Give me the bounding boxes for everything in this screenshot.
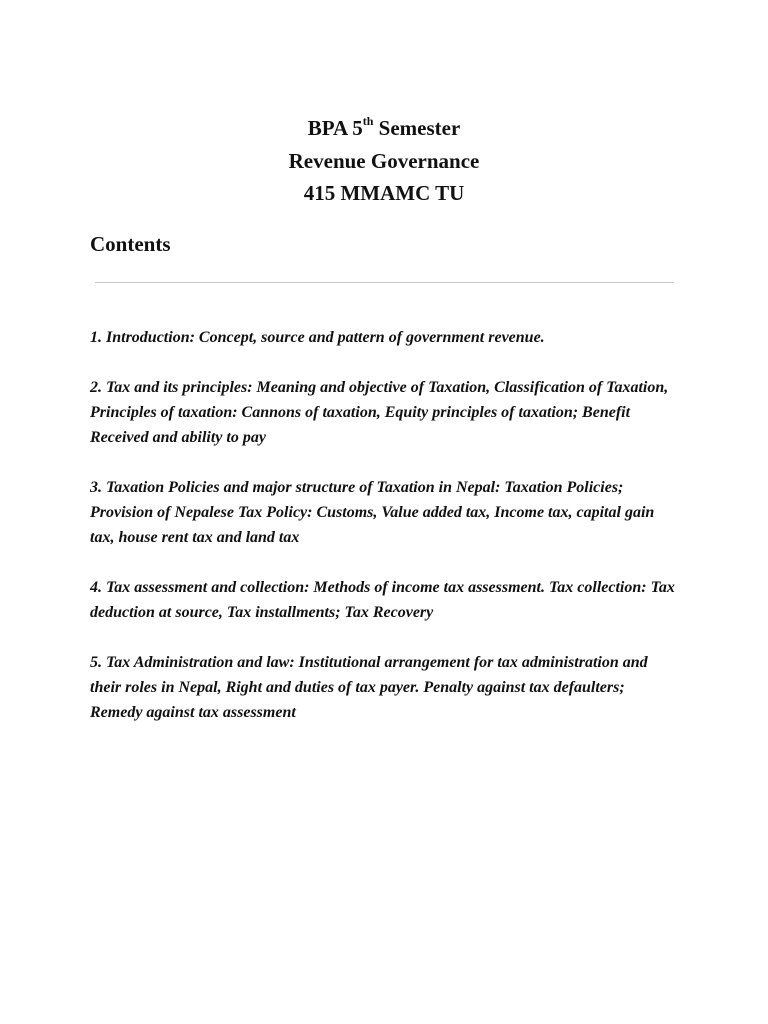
contents-item-3: 3. Taxation Policies and major structure of Taxation in Nepal: Taxation Policies; Provision of Nepalese Tax Policy: Customs, Value added tax, Income tax, capital gain tax, house rent tax and land tax	[90, 479, 655, 546]
course-semester-line	[0, 112, 768, 145]
document-title-block	[0, 112, 768, 210]
course-subject-line: Revenue Governance	[288, 148, 480, 173]
contents-item-2: 2. Tax and its principles: Meaning and objective of Taxation, Classification of Taxation, Principles of taxation: Cannons of taxation, Equity principles of taxation; Benefit Received and ability to pay	[90, 379, 669, 446]
horizontal-divider	[95, 282, 674, 283]
course-semester-prefix: BPA 5	[307, 116, 363, 140]
ordinal-superscript: th	[362, 114, 374, 128]
contents-item-4: 4. Tax assessment and collection: Methods of income tax assessment. Tax collection: Tax deduction at source, Tax installments; Tax Recovery	[90, 579, 675, 621]
contents-item-5: 5. Tax Administration and law: Institutional arrangement for tax administration and their roles in Nepal, Right and duties of tax payer. Penalty against tax defaulters; Remedy against tax assessment	[90, 654, 648, 721]
course-code-line: 415 MMAMC TU	[303, 181, 465, 205]
contents-heading: Contents	[90, 232, 171, 256]
contents-list	[90, 325, 680, 750]
course-semester-suffix: Semester	[373, 116, 461, 140]
contents-item-1: 1. Introduction: Concept, source and pattern of government revenue.	[90, 329, 545, 346]
